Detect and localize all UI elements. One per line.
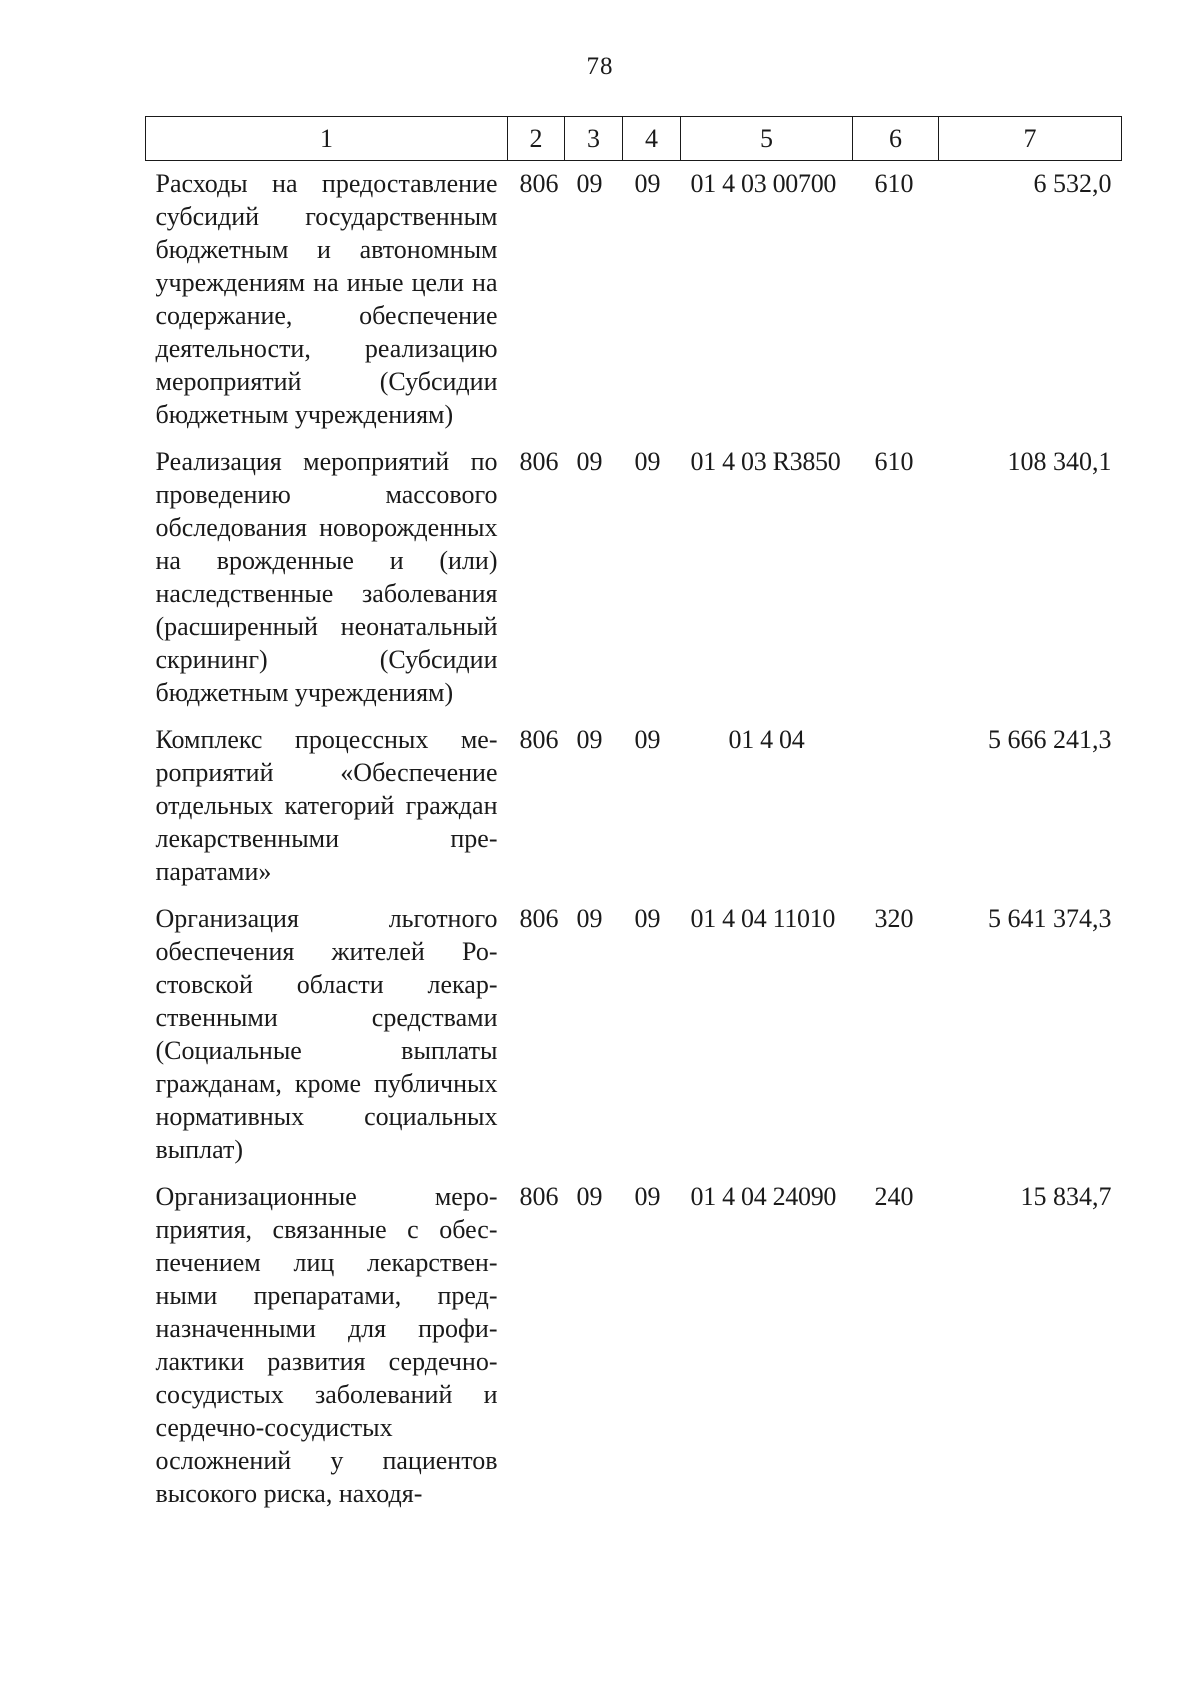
header-col-6: 6	[853, 117, 939, 161]
section-code: 09	[576, 904, 603, 933]
section-code: 09	[576, 447, 603, 476]
header-col-3: 3	[565, 117, 623, 161]
table-row	[146, 1170, 1122, 1514]
table-row	[146, 892, 1122, 1170]
subsection-code: 09	[634, 725, 661, 754]
header-col-4: 4	[623, 117, 681, 161]
table-row	[146, 435, 1122, 713]
table-body	[146, 161, 1122, 1515]
ministry-code: 806	[519, 447, 559, 476]
amount: 5 666 241,3	[988, 725, 1112, 754]
ministry-code: 806	[519, 1182, 559, 1211]
budget-table	[145, 116, 1122, 1514]
header-col-1: 1	[146, 117, 508, 161]
amount: 6 532,0	[1033, 169, 1112, 198]
target-article-code: 01 4 04 11010	[690, 904, 836, 933]
subsection-code: 09	[634, 447, 661, 476]
header-col-5: 5	[681, 117, 853, 161]
expense-name: Организация льготного обеспечения жителей Ростовской области лекарственными средствами (Социальные выплаты гражданам, кроме публичных нормативных социальных выплат)	[155, 904, 498, 1164]
page-number: 78	[586, 53, 614, 80]
ministry-code: 806	[519, 169, 559, 198]
table-row	[146, 161, 1122, 436]
expense-name: Комплекс процессных мероприятий «Обеспечение отдельных категорий граждан лекарственными препаратами»	[155, 725, 498, 886]
section-code: 09	[576, 169, 603, 198]
expense-type-code: 610	[874, 447, 914, 476]
ministry-code: 806	[519, 725, 559, 754]
target-article-code: 01 4 03 R3850	[690, 447, 841, 476]
header-row	[146, 117, 1122, 161]
amount: 15 834,7	[1020, 1182, 1112, 1211]
target-article-code: 01 4 04	[728, 725, 805, 754]
section-code: 09	[576, 725, 603, 754]
header-col-2: 2	[508, 117, 565, 161]
amount: 5 641 374,3	[988, 904, 1112, 933]
target-article-code: 01 4 03 00700	[690, 169, 837, 198]
section-code: 09	[576, 1182, 603, 1211]
table-header	[146, 117, 1122, 161]
expense-type-code: 610	[874, 169, 914, 198]
expense-type-code: 240	[874, 1182, 914, 1211]
header-col-7: 7	[939, 117, 1122, 161]
subsection-code: 09	[634, 1182, 661, 1211]
expense-type-code: 320	[874, 904, 914, 933]
ministry-code: 806	[519, 904, 559, 933]
expense-name: Реализация мероприятий по проведению массового обследования новорожденных на врожденные и (или) наследственные заболевания (расширенный неонатальный скрининг) (Субсидии бюджетным учреждениям)	[155, 447, 498, 707]
amount: 108 340,1	[1007, 447, 1112, 476]
target-article-code: 01 4 04 24090	[690, 1182, 837, 1211]
subsection-code: 09	[634, 904, 661, 933]
table-row	[146, 713, 1122, 892]
expense-type-code	[853, 713, 939, 892]
expense-name: Организационные мероприятия, связанные с обеспечением лиц лекарственными препаратами, предназначенными для профилактики развития сердечно-сосудистых заболеваний и сердечно-сосудистых осложнений у пациентов высокого риска, находя-	[155, 1182, 498, 1508]
expense-name: Расходы на предоставление субсидий государственным бюджетным и автономным учреждениям на иные цели на содержание, обеспечение деятельности, реализацию мероприятий (Субсидии бюджетным учреждениям)	[155, 169, 498, 429]
subsection-code: 09	[634, 169, 661, 198]
